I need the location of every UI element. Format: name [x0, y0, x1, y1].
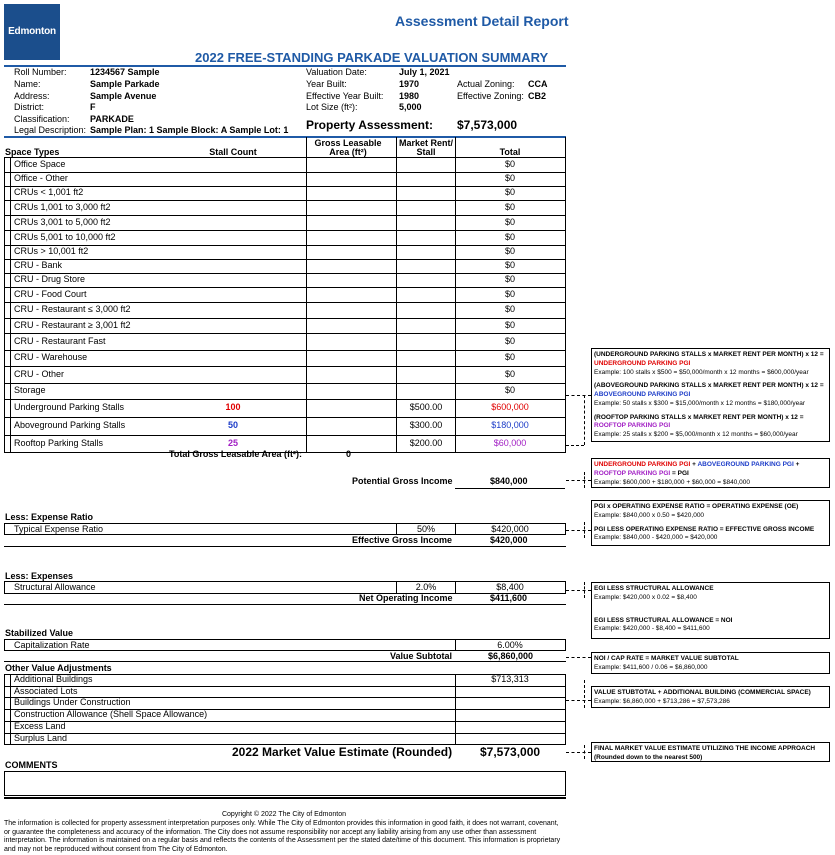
row-label: CRU - Restaurant ≤ 3,000 ft2 — [14, 304, 131, 314]
pgi-label: Potential Gross Income — [352, 476, 453, 486]
stall-count: 25 — [227, 438, 238, 448]
row-total: $0 — [504, 320, 515, 330]
row-total: $0 — [504, 352, 515, 362]
row-label: CRUs > 10,001 ft2 — [14, 246, 89, 256]
row-total: $0 — [504, 304, 515, 314]
adjustment-label: Construction Allowance (Shell Space Allowance) — [14, 709, 208, 719]
egi-value: $420,000 — [490, 535, 528, 545]
report-title: Assessment Detail Report — [395, 13, 569, 29]
row-total: $0 — [504, 336, 515, 346]
expenses-section: Less: Expenses — [5, 571, 74, 581]
stall-count: 50 — [227, 420, 238, 430]
row-label: Aboveground Parking Stalls — [14, 420, 126, 430]
row-label: Underground Parking Stalls — [14, 402, 125, 412]
effective-zoning: CB2 — [528, 91, 547, 101]
actual-zoning-label: Actual Zoning: — [457, 79, 515, 89]
final-value: $7,573,000 — [480, 745, 541, 759]
expense-ratio-section: Less: Expense Ratio — [5, 512, 94, 522]
row-total: $0 — [504, 187, 515, 197]
structural-allowance-pct: 2.0% — [415, 582, 437, 592]
noi-value: $411,600 — [490, 593, 528, 603]
row-label: Storage — [14, 385, 46, 395]
classification: PARKADE — [90, 114, 134, 124]
row-total: $0 — [504, 232, 515, 242]
adjustment-label: Surplus Land — [14, 733, 68, 743]
title-rule — [4, 65, 566, 67]
legal-label: Legal Description: — [14, 125, 87, 135]
valuation-date: July 1, 2021 — [399, 67, 450, 77]
summary-title: 2022 FREE-STANDING PARKADE VALUATION SUMMARY — [195, 50, 549, 65]
footer — [4, 811, 564, 855]
adjustment-value: $713,313 — [491, 674, 529, 684]
market-rent: $500.00 — [409, 402, 443, 412]
row-total: $0 — [504, 260, 515, 270]
structural-allowance-value: $8,400 — [496, 582, 524, 592]
effective-year: 1980 — [399, 91, 420, 101]
row-total: $0 — [504, 385, 515, 395]
row-label: CRU - Drug Store — [14, 274, 86, 284]
parking-pgi-note: (UNDERGROUND PARKING STALLS x MARKET RENT PER MONTH) x 12 = UNDERGROUND PARKING PGI Example: 100 stalls x $500 = $50,000/month x 12 months = $600,000/year (ABOVEGROUND PARKING STALLS x MARKET RENT PER MONTH) x 12 = ABOVEGROUND PARKING PGI Example: 50 stalls x $300 = $15,000/month x 12 months = $180,000/year (ROOFTOP PARKING STALLS x MARKET RENT PER MONTH) x 12 = ROOFTOP PARKING PGI Example: 25 stalls x $200 = $5,000/month x 12 months = $60,000/year — [591, 348, 830, 442]
pgi-note: UNDERGROUND PARKING PGI + ABOVEGROUND PARKING PGI + ROOFTOP PARKING PGI = PGI Example: $600,000 + $180,000 + $60,000 = $840,000 — [591, 458, 830, 488]
info-rule — [4, 136, 566, 138]
classification-label: Classification: — [14, 114, 70, 124]
district-label: District: — [14, 102, 44, 112]
comments-label: COMMENTS — [5, 760, 58, 770]
value-subtotal-note: VALUE STUBTOTAL + ADDITIONAL BUILDING (COMMERCIAL SPACE) Example: $6,860,000 + $713,286 = $7,573,286 — [591, 686, 830, 708]
value-subtotal-value: $6,860,000 — [488, 651, 534, 661]
total-gla-label: Total Gross Leasable Area (ft²): — [169, 449, 303, 459]
row-label: CRUs < 1,001 ft2 — [14, 187, 84, 197]
adjustments-section: Other Value Adjustments — [5, 663, 112, 673]
col-stall-count: Stall Count — [209, 147, 257, 157]
roll-number: 1234567 Sample — [90, 67, 160, 77]
row-label: CRU - Restaurant Fast — [14, 336, 106, 346]
row-total: $0 — [504, 369, 515, 379]
year-built-label: Year Built: — [306, 79, 347, 89]
col-gla: Gross Leasable Area (ft²) — [314, 138, 382, 157]
noi-note: EGI LESS STRUCTURAL ALLOWANCE Example: $420,000 x 0.02 = $8,400 EGI LESS STRUCTURAL ALLOWANCE = NOI Example: $420,000 - $8,400 = $411,600 — [591, 582, 830, 639]
adjustment-label: Additional Buildings — [14, 674, 93, 684]
district: F — [90, 102, 96, 112]
row-total: $0 — [504, 289, 515, 299]
row-label: Office - Other — [14, 173, 68, 183]
row-label: CRUs 3,001 to 5,000 ft2 — [14, 217, 111, 227]
cap-rate-value: 6.00% — [497, 640, 523, 650]
col-market-rent: Market Rent/ Stall — [398, 138, 453, 157]
row-label: CRU - Food Court — [14, 289, 87, 299]
col-space-types: Space Types — [5, 147, 60, 157]
legal-description: Sample Plan: 1 Sample Block: A Sample Lot: 1 — [90, 125, 289, 135]
total-gla-value: 0 — [346, 449, 352, 459]
row-label: Office Space — [14, 159, 66, 169]
copyright: Copyright © 2022 The City of Edmonton — [221, 811, 347, 818]
stall-count: 100 — [225, 402, 241, 412]
row-label: CRU - Restaurant ≥ 3,001 ft2 — [14, 320, 131, 330]
row-total: $0 — [504, 217, 515, 227]
property-name: Sample Parkade — [90, 79, 160, 89]
row-total: $0 — [504, 274, 515, 284]
actual-zoning: CCA — [528, 79, 548, 89]
stabilized-section: Stabilized Value — [5, 628, 74, 638]
expense-note: PGI x OPERATING EXPENSE RATIO = OPERATING EXPENSE (OE) Example: $840,000 x 0.50 = $420,000 PGI LESS OPERATING EXPENSE RATIO = EFFECTIVE GROSS INCOME Example: $840,000 - $420,000 = $420,000 — [591, 500, 830, 546]
row-total: $0 — [504, 173, 515, 183]
row-label: CRUs 5,001 to 10,000 ft2 — [14, 232, 116, 242]
col-total: Total — [499, 147, 521, 157]
row-total: $180,000 — [491, 420, 529, 430]
value-subtotal-label: Value Subtotal — [390, 651, 453, 661]
final-value-label: 2022 Market Value Estimate (Rounded) — [232, 745, 453, 759]
row-total: $600,000 — [491, 402, 529, 412]
row-total: $60,000 — [493, 438, 527, 448]
address: Sample Avenue — [90, 91, 157, 101]
valuation-date-label: Valuation Date: — [306, 67, 367, 77]
row-total: $0 — [504, 159, 515, 169]
edmonton-logo: Edmonton — [4, 4, 60, 60]
address-label: Address: — [14, 91, 50, 101]
row-total: $0 — [504, 202, 515, 212]
structural-allowance-label: Structural Allowance — [14, 582, 96, 592]
effective-year-label: Effective Year Built: — [306, 91, 384, 101]
row-label: CRU - Warehouse — [14, 352, 88, 362]
row-label: CRU - Bank — [14, 260, 63, 270]
assessment-label: Property Assessment: — [306, 118, 433, 132]
row-label: Rooftop Parking Stalls — [14, 438, 104, 448]
roll-number-label: Roll Number: — [14, 67, 67, 77]
lot-size: 5,000 — [399, 102, 422, 112]
egi-label: Effective Gross Income — [352, 535, 453, 545]
assessment-value: $7,573,000 — [457, 118, 518, 132]
market-rent: $200.00 — [409, 438, 443, 448]
effective-zoning-label: Effective Zoning: — [457, 91, 524, 101]
adjustment-label: Buildings Under Construction — [14, 697, 131, 707]
adjustment-label: Associated Lots — [14, 686, 78, 696]
expense-ratio-value: $420,000 — [491, 524, 529, 534]
pgi-value: $840,000 — [490, 476, 528, 486]
expense-ratio-pct: 50% — [416, 524, 435, 534]
year-built: 1970 — [399, 79, 420, 89]
adjustment-label: Excess Land — [14, 721, 66, 731]
final-note: FINAL MARKET VALUE ESTIMATE UTILIZING THE INCOME APPROACH (Rounded down to the nearest 500) — [591, 742, 830, 762]
disclaimer: The information is collected for property assessment interpretation purposes only. While The City of Edmonton provides this information in good faith, it does not warrant, covenant, or guarantee the completeness and accuracy of the information. The City does not assume responsibility nor accept any liability arising from any use other than assessment interpretation. The information is maintained on a regular basis and reflects the contents of the Assessment per the stated date/time of this document. This information is proprietary and may not be reproduced without consent from The City of Edmonton. — [4, 819, 561, 853]
name-label: Name: — [14, 79, 41, 89]
comments-box — [4, 771, 566, 796]
noi-label: Net Operating Income — [359, 593, 453, 603]
market-rent: $300.00 — [409, 420, 443, 430]
row-total: $0 — [504, 246, 515, 256]
cap-rate-label: Capitalization Rate — [14, 640, 90, 650]
lot-size-label: Lot Size (ft²): — [306, 102, 358, 112]
expense-ratio-label: Typical Expense Ratio — [14, 524, 104, 534]
row-label: CRU - Other — [14, 369, 65, 379]
cap-note: NOI / CAP RATE = MARKET VALUE SUBTOTAL Example: $411,600 / 0.06 = $6,860,000 — [591, 652, 830, 674]
row-label: CRUs 1,001 to 3,000 ft2 — [14, 202, 111, 212]
